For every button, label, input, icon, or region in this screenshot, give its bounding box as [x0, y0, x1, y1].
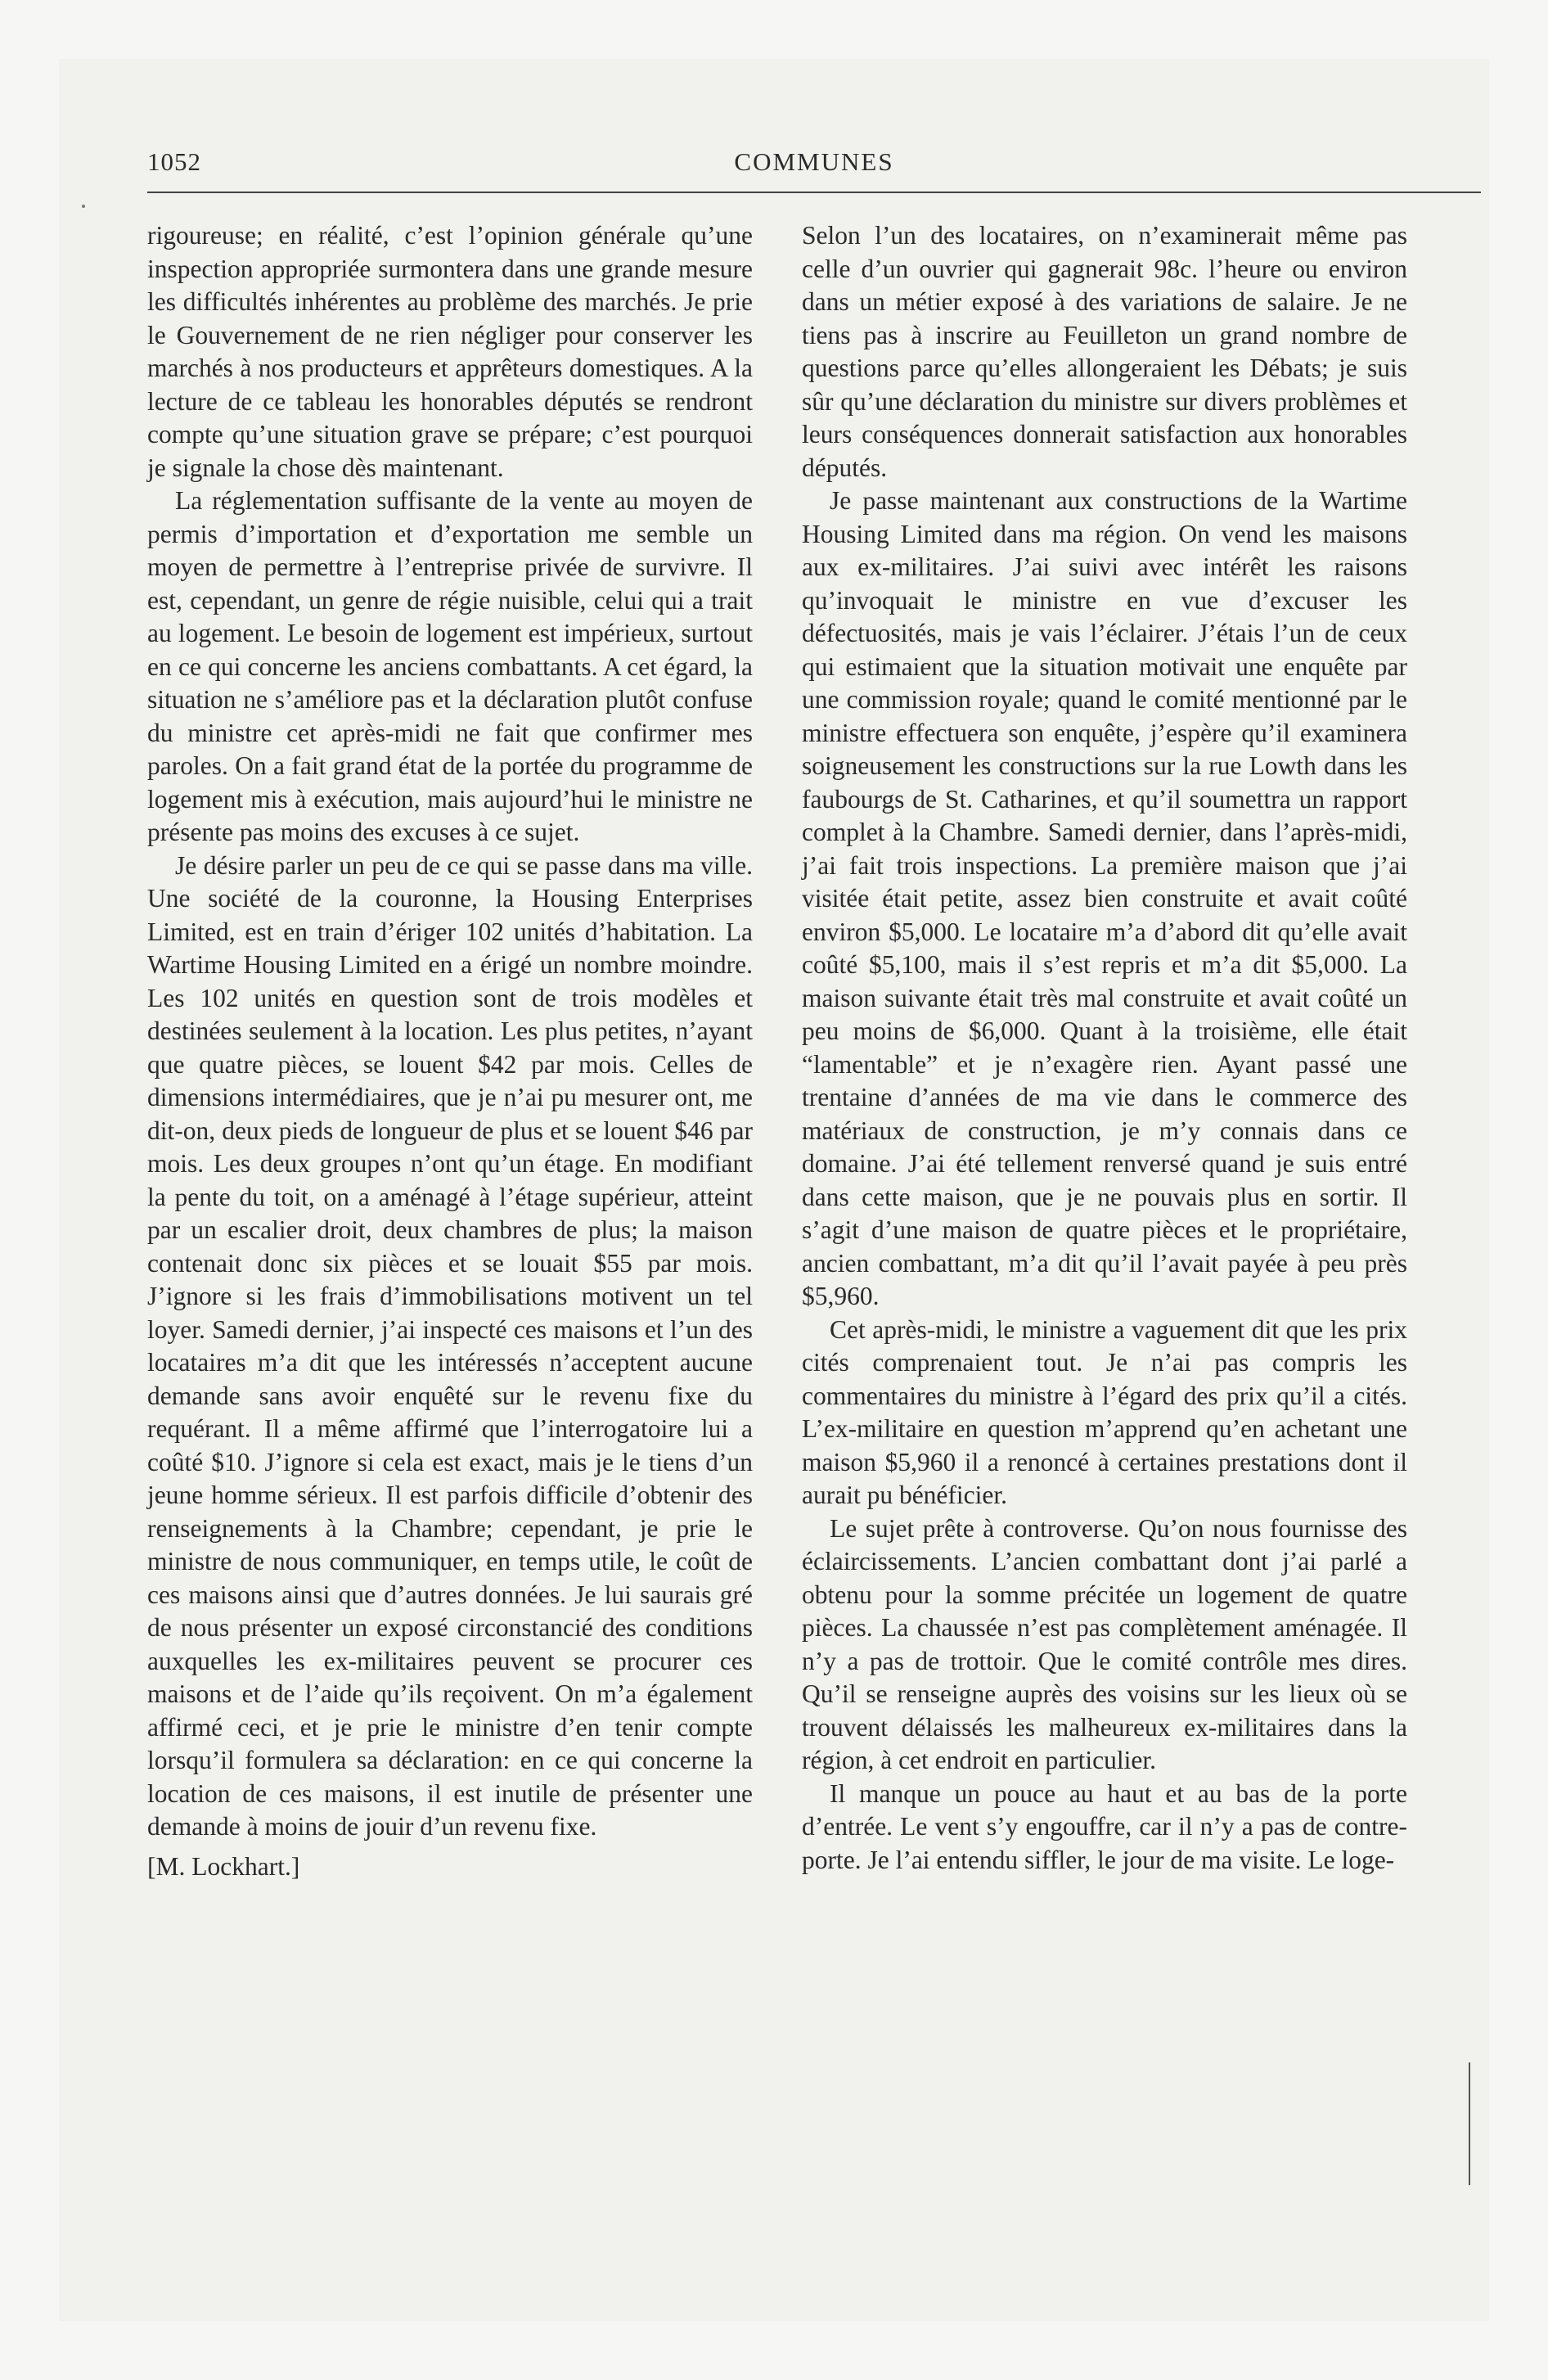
paragraph: rigoureuse; en réalité, c’est l’opinion générale qu’une inspection appropriée surmontera dans une grande mesure les difficultés inhérentes au problème des marchés. Je prie le Gouvernement de ne rien négliger pour conserver les marchés à nos producteurs et apprêteurs domestiques. A la lecture de ce tableau les honorables députés se rendront compte qu’une situation grave se prépare; c’est pourquoi je signale la chose dès maintenant. [147, 221, 753, 482]
scan-speck [82, 205, 85, 208]
speaker-attribution: [M. Lockhart.] [147, 1851, 300, 1881]
left-column [147, 219, 753, 1883]
paragraph: Je passe maintenant aux constructions de la Wartime Housing Limited dans ma région. On vend les maisons aux ex-militaires. J’ai suivi avec intérêt les raisons qu’invoquait le ministre en vue d’excuser les défectuosités, mais je vais l’éclairer. J’étais l’un de ceux qui estimaient que la situation motivait une enquête par une commission royale; quand le comité mentionné par le ministre effectuera son enquête, j’espère qu’il examinera soigneusement les constructions sur la rue Lowth dans les faubourgs de St. Catharines, et qu’il soumettra un rapport complet à la Chambre. Samedi dernier, dans l’après-midi, j’ai fait trois inspections. La première maison que j’ai visitée était petite, assez bien construite et avait coûté environ $5,000. Le locataire m’a d’abord dit qu’elle avait coûté $5,100, mais il s’est repris et m’a dit $5,000. La maison suivante était très mal construite et avait coûté un peu moins de $6,000. Quant à la troisième, elle était “lamentable” et je n’exagère rien. Ayant passé une trentaine d’années de ma vie dans le commerce des matériaux de construction, je m’y connais dans ce domaine. J’ai été tellement renversé quand je suis entré dans cette maison, que je ne pouvais plus en sortir. Il s’agit d’une maison de quatre pièces et le propriétaire, ancien combattant, m’a dit qu’il l’avait payée à peu près $5,960. [802, 486, 1407, 1310]
header-rule [147, 192, 1481, 193]
paragraph: Le sujet prête à controverse. Qu’on nous fournisse des éclaircissements. L’ancien combattant dont j’ai parlé a obtenu pour la somme précitée un logement de quatre pièces. La chaussée n’est pas complètement aménagée. Il n’y a pas de trottoir. Que le comité contrôle mes dires. Qu’il se renseigne auprès des voisins sur les lieux où se trouvent délaissés les malheureux ex-militaires dans la région, à cet endroit en particulier. [802, 1513, 1407, 1774]
page-content [147, 123, 1481, 2333]
paragraph: La réglementation suffisante de la vente au moyen de permis d’importation et d’exportation me semble un moyen de permettre à l’entreprise privée de survivre. Il est, cependant, un genre de régie nuisible, celui qui a trait au logement. Le besoin de logement est impérieux, surtout en ce qui concerne les anciens combattants. A cet égard, la situation ne s’améliore pas et la déclaration plutôt confuse du ministre cet après-midi ne fait que confirmer mes paroles. On a fait grand état de la portée du programme de logement mis à exécution, mais aujourd’hui le ministre ne présente pas moins des excuses à ce sujet. [147, 486, 753, 846]
running-head: COMMUNES [734, 147, 894, 176]
scan-edge-mark [1469, 2062, 1470, 2185]
page-header [147, 147, 1481, 187]
paragraph: Il manque un pouce au haut et au bas de la porte d’entrée. Le vent s’y engouffre, car il n’y a pas de contre-porte. Je l’ai entendu siffler, le jour de ma visite. Le loge- [802, 1778, 1407, 1874]
paragraph: Cet après-midi, le ministre a vaguement dit que les prix cités comprenaient tout. Je n’ai pas compris les commentaires du ministre à l’égard des prix qu’il a cités. L’ex-militaire en question m’apprend qu’en achetant une maison $5,960 il a renoncé à certaines prestations dont il aurait pu bénéficier. [802, 1314, 1407, 1509]
paragraph: Selon l’un des locataires, on n’examinerait même pas celle d’un ouvrier qui gagnerait 98c. l’heure ou environ dans un métier exposé à des variations de salaire. Je ne tiens pas à inscrire au Feuilleton un grand nombre de questions parce qu’elles allongeraient les Débats; je suis sûr qu’une déclaration du ministre sur divers problèmes et leurs conséquences donnerait satisfaction aux honorables députés. [802, 221, 1407, 482]
paragraph: Je désire parler un peu de ce qui se passe dans ma ville. Une société de la couronne, la Housing Enterprises Limited, est en train d’ériger 102 unités d’habitation. La Wartime Housing Limited en a érigé un nombre moindre. Les 102 unités en question sont de trois modèles et destinées seulement à la location. Les plus petites, n’ayant que quatre pièces, se louent $42 par mois. Celles de dimensions intermédiaires, que je n’ai pu mesurer ont, me dit-on, deux pieds de longueur de plus et se louent $46 par mois. Les deux groupes n’ont qu’un étage. En modifiant la pente du toit, on a aménagé à l’étage supérieur, atteint par un escalier droit, deux chambres de plus; la maison contenait donc six pièces et se louait $55 par mois. J’ignore si les frais d’immobilisations motivent un tel loyer. Samedi dernier, j’ai inspecté ces maisons et l’un des locataires m’a dit que les intéressés n’acceptent aucune demande sans avoir enquêté sur le revenu fixe du requérant. Il a même affirmé que l’interrogatoire lui a coûté $10. J’ignore si cela est exact, mais je le tiens d’un jeune homme sérieux. Il est parfois difficile d’obtenir des renseignements à la Chambre; cependant, je prie le ministre de nous communiquer, en temps utile, le coût de ces maisons ainsi que d’autres données. Je lui saurais gré de nous présenter un exposé circonstancié des conditions auxquelles les ex-militaires peuvent se procurer ces maisons et de l’aide qu’ils reçoivent. On m’a également affirmé ceci, et je prie le ministre d’en tenir compte lorsqu’il formulera sa déclaration: en ce qui concerne la location de ces maisons, il est inutile de présenter une demande à moins de jouir d’un revenu fixe. [147, 850, 753, 1841]
right-column [802, 219, 1407, 1877]
page-number: 1052 [147, 147, 201, 176]
